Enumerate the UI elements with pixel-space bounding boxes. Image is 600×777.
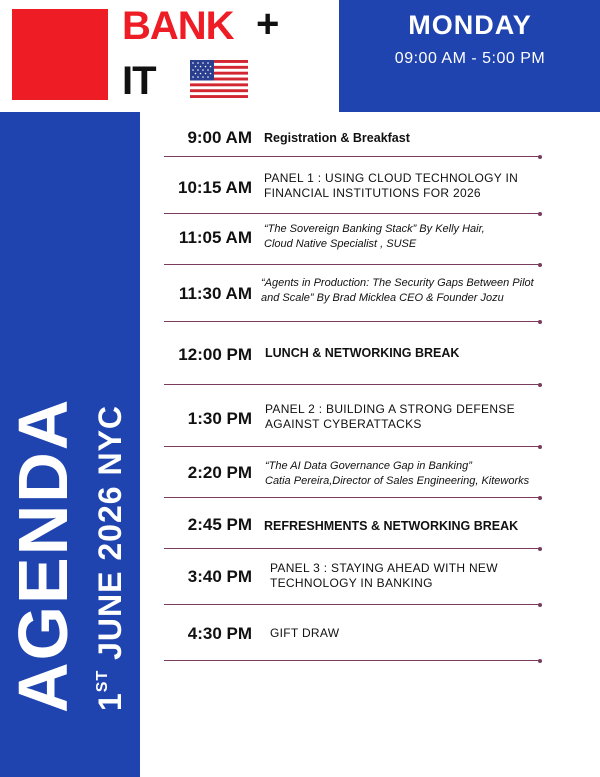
- schedule-description: [265, 346, 459, 361]
- schedule-line: Catia Pereira,Director of Sales Engineering, Kiteworks: [265, 475, 530, 487]
- schedule-description: [264, 171, 518, 201]
- schedule-line: PANEL 3 : STAYING AHEAD WITH NEW: [270, 561, 498, 575]
- header-banner: [0, 0, 600, 112]
- side-banner: [0, 112, 140, 777]
- schedule-line: “The AI Data Governance Gap in Banking”: [265, 460, 472, 472]
- brand-name-bank: BANK: [122, 4, 234, 48]
- schedule-divider: [164, 548, 540, 549]
- logo-panel: [0, 0, 339, 112]
- brand-name-it: IT: [122, 59, 156, 103]
- schedule-line: and Scale” By Brad Micklea CEO & Founder Jozu: [261, 292, 504, 304]
- schedule-divider: [164, 156, 540, 157]
- schedule-time: 12:00 PM: [178, 345, 252, 364]
- schedule-line: LUNCH & NETWORKING BREAK: [265, 346, 460, 360]
- schedule-description: [261, 276, 534, 306]
- schedule-divider: [164, 660, 540, 661]
- event-date-day: 1: [92, 692, 128, 711]
- schedule-divider: [164, 321, 540, 322]
- schedule-line: Registration & Breakfast: [264, 131, 410, 145]
- schedule-line: PANEL 1 : USING CLOUD TECHNOLOGY IN: [264, 171, 519, 185]
- schedule-time: 4:30 PM: [187, 624, 252, 643]
- schedule-time: 1:30 PM: [187, 409, 252, 428]
- schedule-time: 11:05 AM: [178, 228, 252, 247]
- event-day: MONDAY: [408, 10, 532, 40]
- schedule-line: “Agents in Production: The Security Gaps Between Pilot: [261, 277, 534, 289]
- schedule-divider: [164, 446, 540, 447]
- schedule-description: [265, 459, 529, 489]
- schedule-line: TECHNOLOGY IN BANKING: [270, 576, 433, 590]
- schedule-divider: [164, 384, 540, 385]
- schedule-description: [270, 626, 339, 641]
- schedule-divider: [164, 213, 540, 214]
- us-flag-icon: [190, 60, 248, 98]
- schedule-line: GIFT DRAW: [270, 626, 340, 640]
- schedule-line: “The Sovereign Banking Stack” By Kelly Hair,: [264, 223, 485, 235]
- event-date: [84, 405, 129, 711]
- schedule-description: [264, 222, 485, 252]
- schedule-line: REFRESHMENTS & NETWORKING BREAK: [264, 519, 519, 533]
- schedule-time: 3:40 PM: [187, 567, 252, 586]
- schedule-time: 2:20 PM: [187, 463, 252, 482]
- event-date-rest: JUNE 2026 NYC: [92, 404, 128, 670]
- schedule-time: 10:15 AM: [177, 178, 252, 197]
- schedule-description: [264, 131, 410, 146]
- schedule-time: 2:45 PM: [187, 515, 252, 534]
- event-hours: 09:00 AM - 5:00 PM: [394, 50, 546, 67]
- schedule-divider: [164, 497, 540, 498]
- schedule-line: Cloud Native Specialist , SUSE: [264, 238, 417, 250]
- event-date-ordinal: ST: [94, 669, 111, 693]
- schedule-description: [264, 519, 518, 534]
- agenda-title: AGENDA: [4, 397, 82, 713]
- schedule-line: FINANCIAL INSTITUTIONS FOR 2026: [264, 186, 481, 200]
- schedule-time: 11:30 AM: [178, 284, 252, 303]
- schedule-description: [265, 402, 515, 432]
- schedule-divider: [164, 604, 540, 605]
- schedule-divider: [164, 264, 540, 265]
- brand-plus: +: [256, 2, 280, 46]
- schedule-description: [270, 561, 498, 591]
- schedule-line: AGAINST CYBERATTACKS: [265, 417, 422, 431]
- schedule-line: PANEL 2 : BUILDING A STRONG DEFENSE: [265, 402, 515, 416]
- schedule-time: 9:00 AM: [187, 128, 252, 147]
- logo-red-square: [12, 9, 108, 100]
